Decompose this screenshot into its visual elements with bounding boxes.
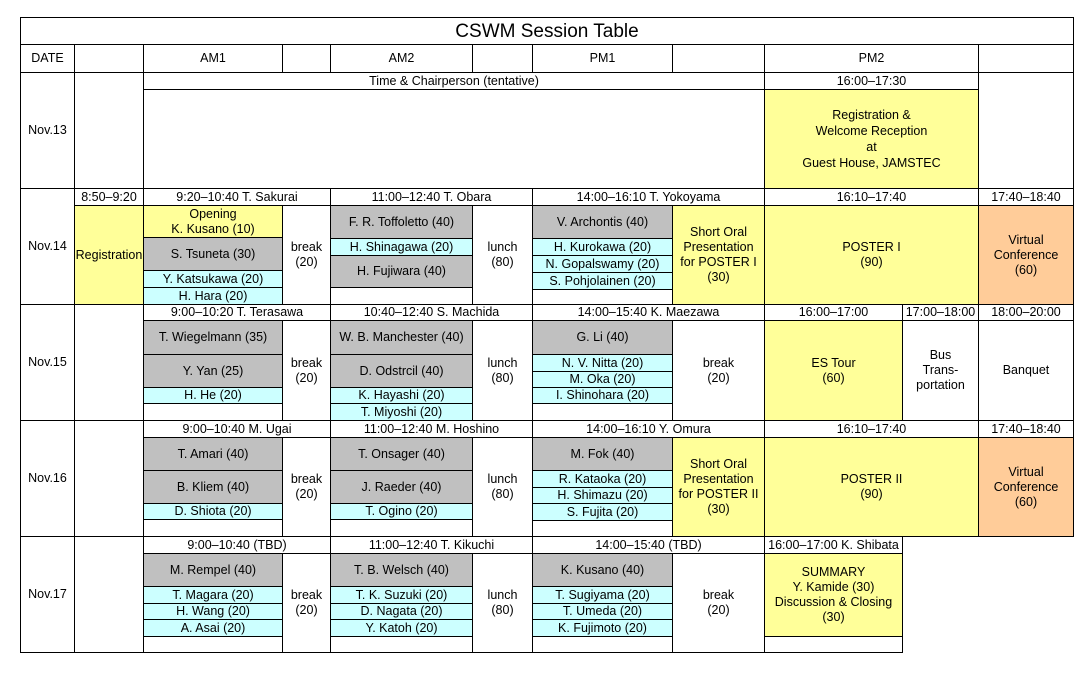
break-cell-line: break [702,588,735,602]
nov15-banquet-time: 18:00–20:00 [978,304,1074,321]
talk-cell: W. B. Manchester (40) [330,320,473,355]
lunch-cell-line: (80) [491,255,514,269]
blank-cell [330,519,473,537]
blank-cell [143,636,283,653]
lunch-cell-line: lunch [487,588,518,602]
welcome-reception-line: Welcome Reception [815,124,928,138]
break-cell [282,437,331,537]
blank-cell [330,287,473,305]
nov15-am2-head: 10:40–12:40 S. Machida [330,304,533,321]
talk-cell: G. Li (40) [532,320,673,355]
short-oral-presentation-line: Short Oral [690,457,747,471]
header-date: DATE [20,44,75,73]
virtual-conference-line: (60) [1014,262,1038,277]
lunch-cell-line: lunch [487,240,518,254]
talk-cell: S. Tsuneta (30) [143,237,283,271]
nov16-am2-head: 11:00–12:40 M. Hoshino [330,420,533,438]
talk-cell: S. Pohjolainen (20) [532,272,673,290]
blank-cell [143,89,765,189]
break-cell [282,553,331,653]
poster-session-line: (90) [860,255,883,269]
break-cell-line: (20) [295,370,318,385]
talk-cell: T. Miyoshi (20) [330,403,473,421]
talk-cell: H. Hara (20) [143,287,283,305]
poster-session [764,437,979,537]
talk-cell: H. He (20) [143,387,283,404]
header-am1: AM1 [143,44,283,73]
talk-cell: V. Archontis (40) [532,205,673,239]
blank-cell [74,304,144,421]
talk-cell: Y. Katoh (20) [330,619,473,637]
short-oral-presentation-line: for POSTER I [680,255,757,269]
talk-cell: T. Wiegelmann (35) [143,320,283,355]
talk-cell: H. Wang (20) [143,603,283,620]
welcome-reception-line: at [866,140,877,154]
date-nov15: Nov.15 [20,304,75,421]
nov16-pm2-time: 16:10–17:40 [764,420,979,438]
talk-cell: D. Nagata (20) [330,603,473,620]
bus-transportation-line: portation [916,378,965,392]
short-oral-presentation-line: (30) [707,270,730,284]
poster-session [764,205,979,305]
blank-cell [764,636,903,653]
short-oral-presentation-line: for POSTER II [678,487,759,501]
talk-cell: D. Odstrcil (40) [330,354,473,388]
header-pm2: PM2 [764,44,979,73]
nov17-am1-head: 9:00–10:40 (TBD) [143,536,331,554]
talk-cell: T. B. Welsch (40) [330,553,473,587]
talk-cell: M. Fok (40) [532,437,673,471]
blank-cell [978,72,1074,189]
talk-cell: K. Hayashi (20) [330,387,473,404]
talk-cell: T. Ogino (20) [330,503,473,520]
talk-cell: H. Fujiwara (40) [330,255,473,288]
summary-session [764,553,903,637]
break-cell-line: (20) [707,370,730,385]
header-blank [672,44,765,73]
header-am2: AM2 [330,44,473,73]
bus-transportation-line: Bus [929,348,952,362]
poster-session-line: (90) [860,487,883,501]
nov16-am1-head: 9:00–10:40 M. Ugai [143,420,331,438]
talk-cell: H. Shimazu (20) [532,487,673,504]
registration: Registration [74,205,144,305]
talk-cell: A. Asai (20) [143,619,283,637]
talk-cell: Y. Yan (25) [143,354,283,388]
blank-cell [330,636,473,653]
poster-session-line: POSTER II [840,472,903,486]
nov15-tour-time: 16:00–17:00 [764,304,903,321]
es-tour-line: ES Tour [811,355,856,370]
talk-cell: T. Amari (40) [143,437,283,471]
break-cell-line: break [290,588,323,602]
virtual-conference [978,205,1074,305]
virtual-conference-line: (60) [1014,494,1038,509]
lunch-cell [472,205,533,305]
blank-cell [143,403,283,421]
break-cell-line: break [290,240,323,254]
talk-cell: T. K. Suzuki (20) [330,586,473,604]
virtual-conference-line: Conference [993,479,1059,494]
summary-session-line: (30) [822,610,845,624]
opening-session-line: K. Kusano (10) [171,221,255,236]
nov14-pm1-head: 14:00–16:10 T. Yokoyama [532,188,765,206]
lunch-cell-line: lunch [487,472,518,486]
talk-cell: R. Kataoka (20) [532,470,673,488]
talk-cell: B. Kliem (40) [143,470,283,504]
short-oral-presentation-line: Presentation [683,472,754,486]
lunch-cell [472,437,533,537]
virtual-conference-line: Conference [993,247,1059,262]
talk-cell: H. Shinagawa (20) [330,238,473,256]
break-cell-line: break [290,355,323,370]
virtual-conference [978,437,1074,537]
nov16-pm1-head: 14:00–16:10 Y. Omura [532,420,765,438]
header-pm1: PM1 [532,44,673,73]
bus-transportation-line: Trans- [922,363,959,377]
break-cell-line: (20) [295,487,318,501]
break-cell-line: (20) [295,255,318,269]
table-title: CSWM Session Table [20,17,1074,45]
bus-transportation [902,320,979,421]
short-oral-presentation-line: (30) [707,502,730,516]
break-cell [282,205,331,305]
talk-cell: T. Magara (20) [143,586,283,604]
es-tour [764,320,903,421]
blank-cell [74,72,144,189]
date-nov14: Nov.14 [20,188,75,305]
blank-cell [532,636,673,653]
break-cell-line: (20) [295,603,318,617]
welcome-reception [764,89,979,189]
nov15-pm1-head: 14:00–15:40 K. Maezawa [532,304,765,321]
lunch-cell-line: lunch [487,355,518,370]
lunch-cell-line: (80) [491,487,514,501]
blank-cell [143,519,283,537]
talk-cell: T. Umeda (20) [532,603,673,620]
talk-cell: F. R. Toffoletto (40) [330,205,473,239]
blank-cell [74,536,144,653]
talk-cell: M. Oka (20) [532,371,673,388]
talk-cell: J. Raeder (40) [330,470,473,504]
talk-cell: N. V. Nitta (20) [532,354,673,372]
nov14-reg-time: 8:50–9:20 [74,188,144,206]
date-nov16: Nov.16 [20,420,75,537]
nov13-pm2-time: 16:00–17:30 [764,72,979,90]
nov15-bus-time: 17:00–18:00 [902,304,979,321]
nov17-pm2-head: 16:00–17:00 K. Shibata [764,536,903,554]
talk-cell: M. Rempel (40) [143,553,283,587]
talk-cell: T. Onsager (40) [330,437,473,471]
short-oral-presentation-line: Short Oral [690,225,747,239]
blank-cell [74,420,144,537]
talk-cell: T. Sugiyama (20) [532,586,673,604]
lunch-cell [472,553,533,653]
break-cell-line: break [290,472,323,486]
nov16-virtual-time: 17:40–18:40 [978,420,1074,438]
talk-cell: K. Fujimoto (20) [532,619,673,637]
summary-session-line: SUMMARY [801,565,866,579]
break-cell [672,553,765,653]
lunch-cell-line: (80) [491,370,514,385]
welcome-reception-line: Guest House, JAMSTEC [802,156,941,170]
header-blank [282,44,331,73]
nov14-am2-head: 11:00–12:40 T. Obara [330,188,533,206]
time-chair-note: Time & Chairperson (tentative) [143,72,765,90]
es-tour-line: (60) [822,370,845,385]
nov17-pm1-head: 14:00–15:40 (TBD) [532,536,765,554]
break-cell [282,320,331,421]
summary-session-line: Discussion & Closing [774,595,893,609]
nov14-pm2-time: 16:10–17:40 [764,188,979,206]
nov14-am1-head: 9:20–10:40 T. Sakurai [143,188,331,206]
nov17-am2-head: 11:00–12:40 T. Kikuchi [330,536,533,554]
short-oral-presentation-line: Presentation [683,240,754,254]
lunch-cell-line: (80) [491,603,514,617]
virtual-conference-line: Virtual [1008,232,1044,247]
break-cell-line: (20) [707,603,730,617]
blank-cell [532,403,673,421]
opening-session-line: Opening [189,206,237,221]
talk-cell: I. Shinohara (20) [532,387,673,404]
lunch-cell [472,320,533,421]
nov14-virtual-time: 17:40–18:40 [978,188,1074,206]
talk-cell: N. Gopalswamy (20) [532,255,673,273]
talk-cell: H. Kurokawa (20) [532,238,673,256]
summary-session-line: Y. Kamide (30) [792,580,875,594]
short-oral-presentation [672,437,765,537]
banquet: Banquet [978,320,1074,421]
date-nov13: Nov.13 [20,72,75,189]
welcome-reception-line: Registration & [832,108,911,122]
header-blank [74,44,144,73]
blank-cell [532,289,673,305]
date-nov17: Nov.17 [20,536,75,653]
header-blank [472,44,533,73]
break-cell [672,320,765,421]
header-blank [978,44,1074,73]
virtual-conference-line: Virtual [1008,464,1044,479]
nov15-am1-head: 9:00–10:20 T. Terasawa [143,304,331,321]
talk-cell: K. Kusano (40) [532,553,673,587]
talk-cell: D. Shiota (20) [143,503,283,520]
talk-cell: Y. Katsukawa (20) [143,270,283,288]
opening-session [143,205,283,238]
talk-cell: S. Fujita (20) [532,503,673,521]
short-oral-presentation [672,205,765,305]
poster-session-line: POSTER I [842,240,901,254]
break-cell-line: break [702,355,735,370]
